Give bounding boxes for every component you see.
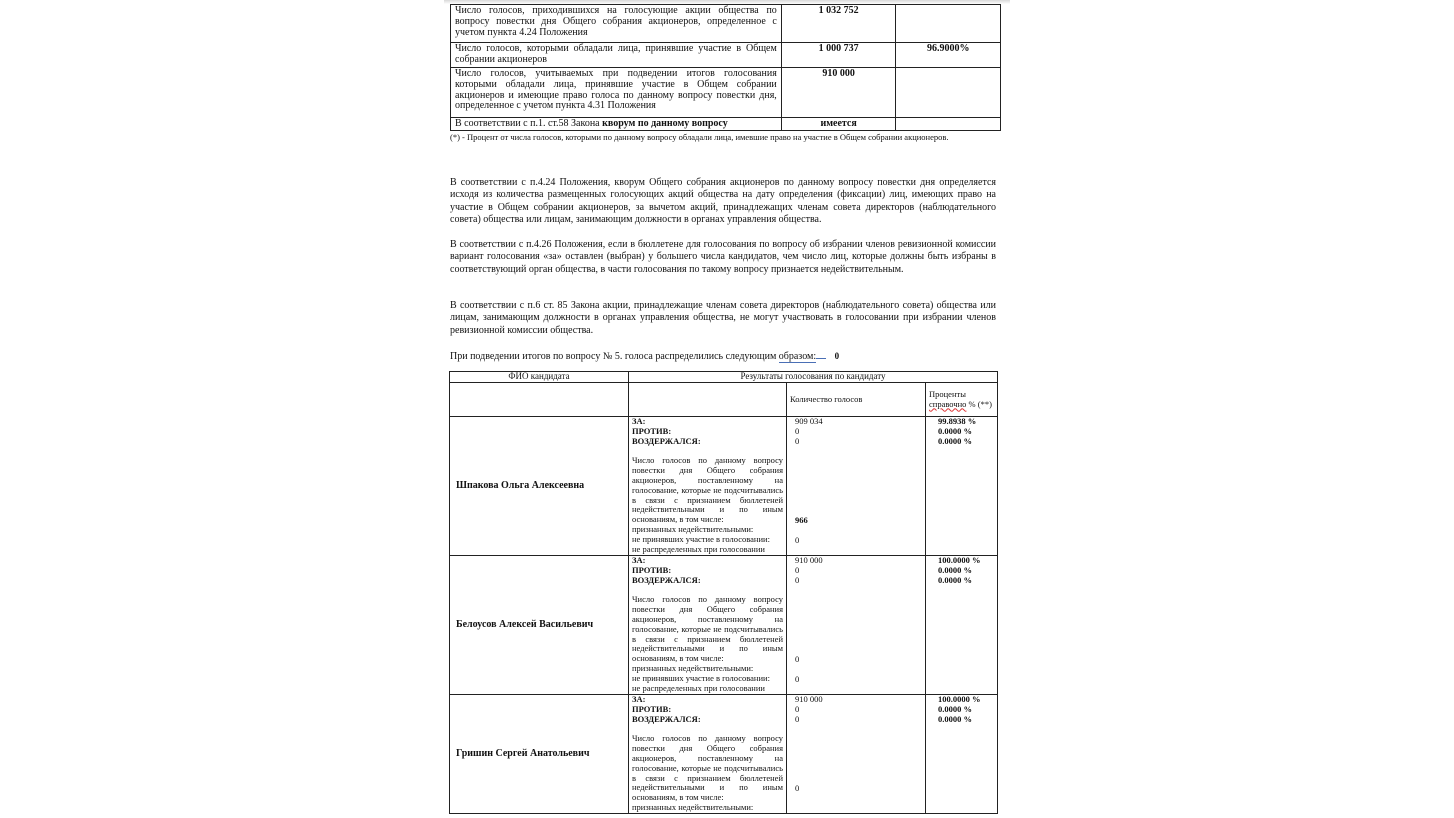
quorum-prefix: В соответствии с п.1. ст.58 Закона <box>455 118 603 129</box>
quorum-bold: кворум по данному вопросу <box>602 118 728 129</box>
row-value: 910 000 <box>781 68 896 118</box>
spacer <box>795 526 922 536</box>
votes-for: 910 000 <box>795 555 823 565</box>
header-row <box>450 372 998 383</box>
pct-for: 100.0000 % <box>938 555 981 565</box>
candidate-labels <box>629 417 787 556</box>
row-label: Число голосов, приходившихся на голосующие акции общества по вопросу повестки дня Общего собрания акционеров, определенное с учетом пункта 4.24 Положения <box>451 5 782 43</box>
desc-invalid: признанных недействительными: <box>632 662 754 673</box>
desc-not-distributed: не распределенных при голосовании <box>632 682 765 693</box>
footnote: (*) - Процент от числа голосов, которыми по данному вопросу обладали лица, имевшие право на участие в Общем собрании акционеров. <box>450 132 949 142</box>
invalid-description <box>632 734 783 812</box>
spacer <box>795 446 922 516</box>
candidate-row <box>450 695 998 814</box>
pct-against: 0.0000 % <box>938 703 972 714</box>
votes-against: 0 <box>795 425 800 436</box>
candidate-percents <box>926 417 998 556</box>
row-percent <box>896 5 1001 43</box>
label-against: ПРОТИВ: <box>632 425 672 436</box>
desc-main: Число голосов по данному вопросу повестки дня Общего собрания акционеров, поставленному на голосование, которые не подсчитывались в связи с признанием бюллетеней недействительными и по иным основаниям, в том числе: <box>632 594 783 664</box>
votes-not-participated: 966 <box>795 515 808 526</box>
desc-invalid: признанных недействительными: <box>632 801 754 812</box>
header-results: Результаты голосования по кандидату <box>629 372 998 383</box>
desc-invalid: признанных недействительными: <box>632 523 754 534</box>
subheader-empty <box>450 383 629 417</box>
quorum-label <box>451 118 782 131</box>
candidate-percents <box>926 556 998 695</box>
candidate-labels <box>629 556 787 695</box>
row-percent: 96.9000% <box>896 43 1001 68</box>
candidate-name: Шпакова Ольга Алексеевна <box>450 417 629 556</box>
candidate-name: Гришин Сергей Анатольевич <box>450 695 629 814</box>
votes-abstain: 0 <box>795 574 800 585</box>
candidates-table <box>449 371 998 814</box>
votes-not-distributed: 0 <box>795 535 800 546</box>
desc-not-participated: не принявших участие в голосовании: <box>632 533 770 544</box>
desc-main: Число голосов по данному вопросу повестки дня Общего собрания акционеров, поставленному на голосование, которые не подсчитывались в связи с признанием бюллетеней недействительными и по иным основаниям, в том числе: <box>632 455 783 525</box>
pct-for: 100.0000 % <box>938 694 981 704</box>
table-row <box>451 68 1001 118</box>
candidate-row <box>450 556 998 695</box>
candidate-votes <box>787 695 926 814</box>
spacer <box>795 585 922 655</box>
header-percent <box>926 383 998 417</box>
votes-against: 0 <box>795 703 800 714</box>
table-row <box>451 43 1001 68</box>
label-abstain: ВОЗДЕРЖАЛСЯ: <box>632 435 701 446</box>
summary-line <box>450 350 996 363</box>
candidate-labels <box>629 695 787 814</box>
label-for: ЗА: <box>632 555 646 565</box>
spacer <box>795 724 922 784</box>
candidate-row <box>450 417 998 556</box>
invalid-description <box>632 456 783 554</box>
summary-link-tail <box>816 358 826 359</box>
votes-abstain: 0 <box>795 435 800 446</box>
subheader-row <box>450 383 998 417</box>
votes-not-distributed: 0 <box>795 674 800 685</box>
votes-for: 909 034 <box>795 416 823 426</box>
pct-against: 0.0000 % <box>938 425 972 436</box>
votes-abstain: 0 <box>795 713 800 724</box>
summary-link[interactable]: образом: <box>778 351 817 362</box>
quorum-empty <box>896 118 1001 131</box>
label-against: ПРОТИВ: <box>632 564 672 575</box>
table-row <box>451 5 1001 43</box>
candidate-votes <box>787 556 926 695</box>
header-votes: Количество голосов <box>787 383 926 417</box>
pct-abstain: 0.0000 % <box>938 435 972 446</box>
row-value: 1 000 737 <box>781 43 896 68</box>
paragraph-2: В соответствии с п.4.26 Положения, если в бюллетене для голосования по вопросу об избрании членов ревизионной комиссии вариант голосования «за» оставлен (выбран) у большего числа кандидатов, чем число лиц, которые должны быть избраны в соответствующий орган общества, в части голосования по такому вопросу признается недействительным. <box>450 239 996 275</box>
votes-for: 910 000 <box>795 694 823 704</box>
candidate-name: Белоусов Алексей Васильевич <box>450 556 629 695</box>
row-value: 1 032 752 <box>781 5 896 43</box>
label-against: ПРОТИВ: <box>632 703 672 714</box>
votes-not-participated: 0 <box>795 654 800 665</box>
subheader-labels <box>629 383 787 417</box>
spacer <box>795 665 922 675</box>
row-label: Число голосов, которыми обладали лица, принявшие участие в Общем собрании акционеров <box>451 43 782 68</box>
header-percent-c: % (**) <box>966 398 992 409</box>
pct-abstain: 0.0000 % <box>938 713 972 724</box>
paragraph-1: В соответствии с п.4.24 Положения, кворум Общего собрания акционеров по данному вопросу повестки дня определяется исходя из количества размещенных голосующих акций общества на дату определения (фиксации) лиц, имеющих право на участие в Общем собрании акционеров, за вычетом акций, принадлежащих членам совета директоров (наблюдательного совета) общества или лицам, занимающим должности в органах управления общества. <box>450 177 996 225</box>
label-for: ЗА: <box>632 694 646 704</box>
label-abstain: ВОЗДЕРЖАЛСЯ: <box>632 713 701 724</box>
summary-text: При подведении итогов по вопросу № 5. голоса распределились следующим <box>450 351 779 362</box>
label-for: ЗА: <box>632 416 646 426</box>
table-row <box>451 118 1001 131</box>
candidate-percents <box>926 695 998 814</box>
votes-not-participated: 0 <box>795 783 800 794</box>
row-percent <box>896 68 1001 118</box>
pct-abstain: 0.0000 % <box>938 574 972 585</box>
quorum-value: имеется <box>781 118 896 131</box>
invalid-description <box>632 595 783 693</box>
desc-not-distributed: не распределенных при голосовании <box>632 543 765 554</box>
header-percent-b: справочно <box>929 398 967 409</box>
summary-value: 0 <box>834 351 840 361</box>
votes-against: 0 <box>795 564 800 575</box>
row-label: Число голосов, учитываемых при подведении итогов голосования которыми обладали лица, принявшие участие в Общем собрании акционеров и имеющие право голоса по данному вопросу повестки дня, определенное с учетом пункта 4.31 Положения <box>451 68 782 118</box>
header-name: ФИО кандидата <box>450 372 629 383</box>
candidate-votes <box>787 417 926 556</box>
pct-for: 99.8938 % <box>938 416 977 426</box>
desc-main: Число голосов по данному вопросу повестки дня Общего собрания акционеров, поставленному на голосование, которые не подсчитывались в связи с признанием бюллетеней недействительными и по иным основаниям, в том числе: <box>632 733 783 803</box>
paragraph-3: В соответствии с п.6 ст. 85 Закона акции, принадлежащие членам совета директоров (наблюдательного совета) общества или лицам, занимающим должности в органах управления общества, не могут участвовать в голосовании при избрании членов ревизионной комиссии общества. <box>450 300 996 336</box>
quorum-table <box>450 4 1001 131</box>
label-abstain: ВОЗДЕРЖАЛСЯ: <box>632 574 701 585</box>
header-percent-a: Проценты <box>929 388 966 399</box>
pct-against: 0.0000 % <box>938 564 972 575</box>
desc-not-participated: не принявших участие в голосовании: <box>632 672 770 683</box>
